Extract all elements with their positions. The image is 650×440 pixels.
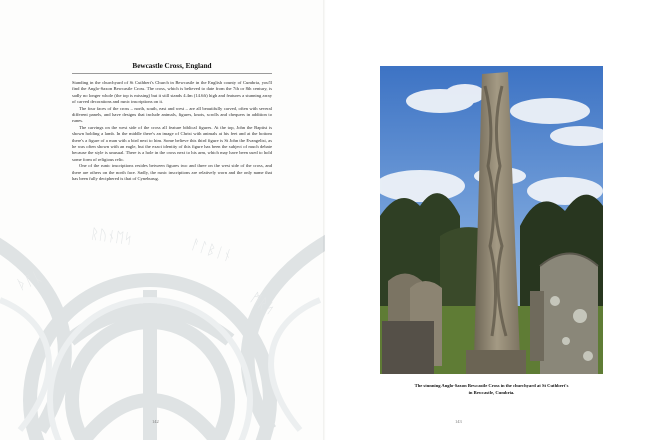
svg-text:ᚨᛚᛒᛁᚾ: ᚨᛚᛒᛁᚾ	[188, 236, 234, 265]
page-number-left: 142	[152, 419, 159, 424]
svg-text:ᚦᚩᚳ: ᚦᚩᚳ	[14, 268, 45, 294]
paragraph-2: The four faces of the cross – north, south, east and west – are all beautifully carved, often with several different panels, and have designs that include animals, figures, knots, scrolls and chequers in addition to runes.	[72, 105, 272, 124]
caption-line-1: The stunning Anglo-Saxon Bewcastle Cross in the churchyard at St Cuthbert's	[414, 383, 569, 388]
book-gutter	[323, 0, 327, 440]
celtic-knot-background	[0, 200, 325, 440]
bewcastle-cross-photo	[380, 66, 603, 374]
paragraph-1: Standing in the churchyard of St Cuthbert's Church in Bewcastle in the English county of Cumbria, you'll find the Anglo-Saxon Bewcastle Cross. The cross, which is believed to date from the 7th or 8th century, is sadly no longer whole (the top is missing) but it still stands 4.4m (14.6ft) high and features a stunning array of carved decorations and runic inscriptions on it.	[72, 80, 272, 105]
paragraph-3: The carvings on the west side of the cross all feature biblical figures. At the top, John the Baptist is shown holding a lamb. In the middle there's an image of Christ with animals at his feet and at the bottom there's a figure of a man with a bird next to him. Some believe this third figure is St John the Evangelist, as he was often shown with an eagle, but the exact identity of this figure has been the subject of much debate because the style is unusual. There is a hole in the cross next to his arm, which may have been used to hold some form of religious relic.	[72, 124, 272, 162]
paragraph-4: One of the runic inscriptions resides between figures two and three on the west side of the cross, and there are others on the north face. Sadly, the runic inscriptions are relatively worn and the only name that has been fully deciphered is that of Cyneburug.	[72, 163, 272, 182]
article-title: Bewcastle Cross, England	[132, 62, 212, 70]
photo-caption	[380, 382, 603, 396]
svg-text:ᛗᚱᛋ: ᛗᚱᛋ	[247, 290, 278, 318]
page-number-right: 143	[455, 419, 462, 424]
caption-line-2: in Bewcastle, Cumbria.	[468, 390, 515, 395]
svg-text:ᚱᚢᚾᛖᛋ: ᚱᚢᚾᛖᛋ	[89, 226, 134, 248]
article	[72, 62, 272, 183]
title-divider	[72, 73, 272, 74]
